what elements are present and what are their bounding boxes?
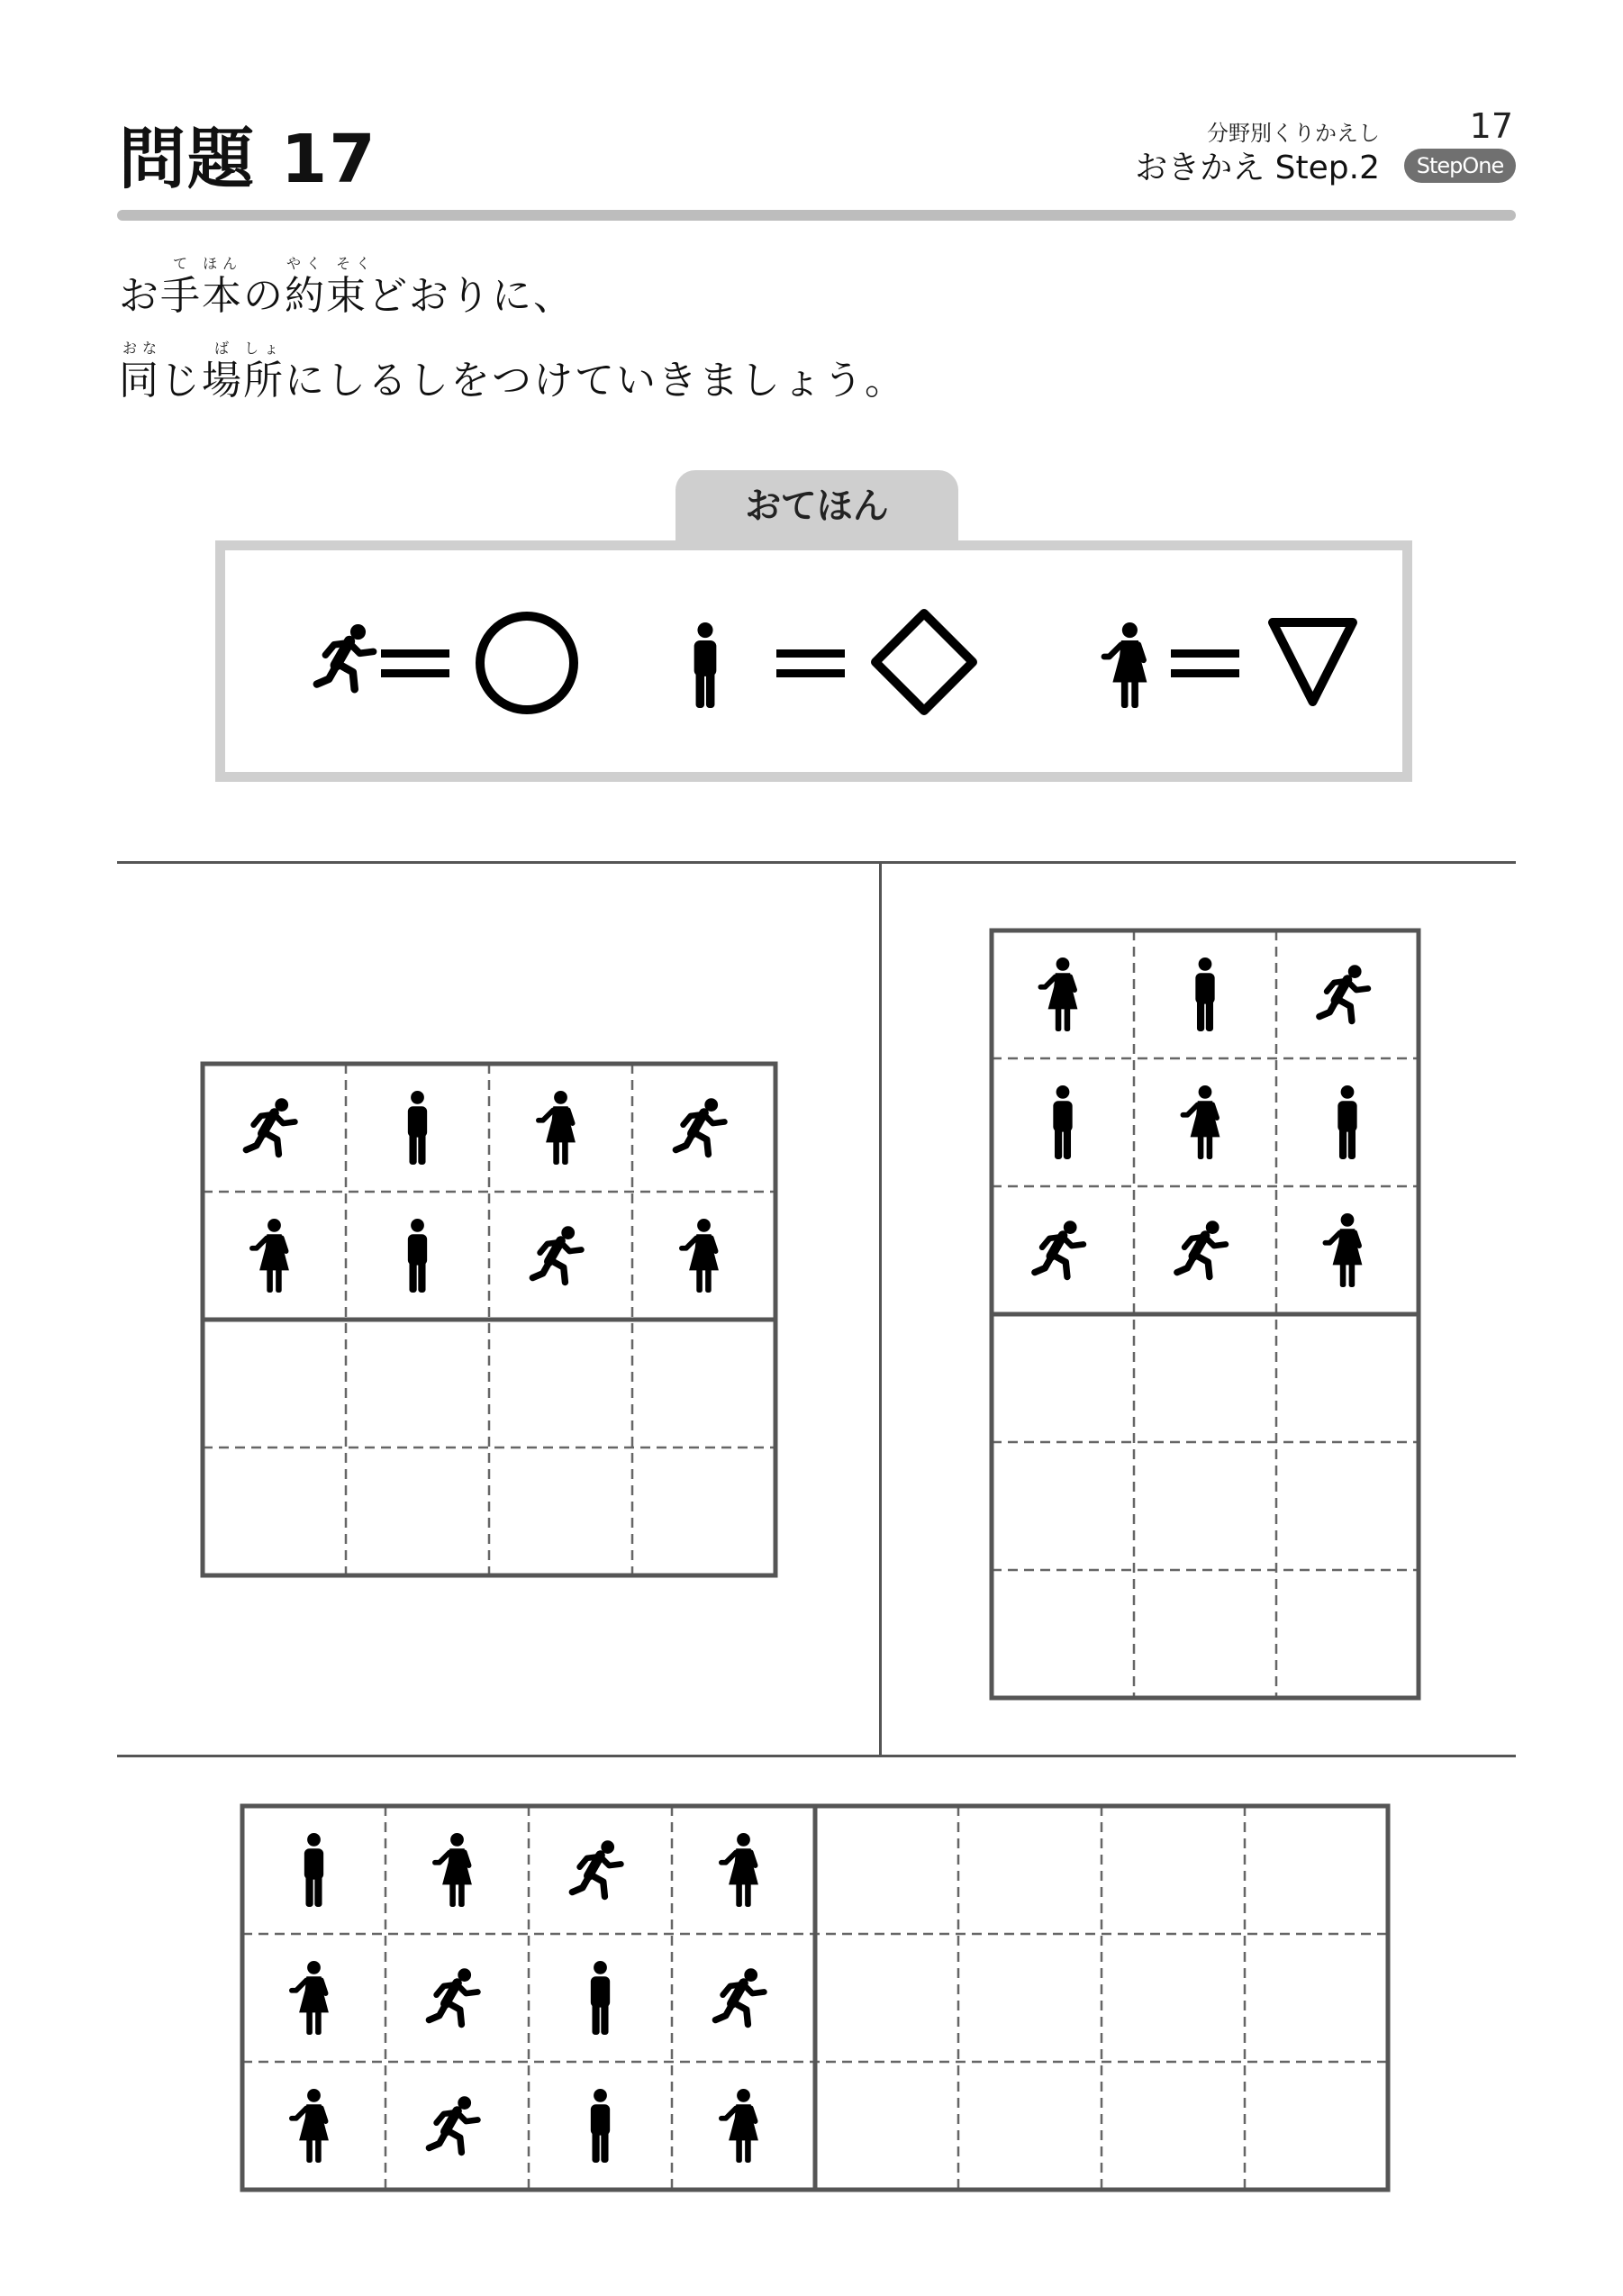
woman-icon [682,1219,719,1293]
answer-cell[interactable] [206,1451,342,1572]
answer-cell[interactable] [1280,1318,1415,1438]
section-divider-bottom [117,1755,1516,1757]
answer-cell[interactable] [1105,1938,1241,2058]
circle-symbol [480,616,574,710]
answer-cell[interactable] [636,1451,772,1572]
puzzle-bottom [240,1803,1393,2192]
answer-cell[interactable] [1280,1446,1415,1566]
answer-cell[interactable] [1280,1574,1415,1694]
man-icon [408,1091,427,1165]
runner-icon [429,2096,477,2152]
man-icon [591,1961,610,2035]
page-number: 17 [1469,106,1513,146]
section-divider-vertical [879,863,882,1756]
series-label: 分野別くりかえし [1207,121,1380,146]
equals-sign [381,649,449,677]
answer-cell[interactable] [1105,2065,1241,2186]
equals-sign [1171,649,1239,677]
answer-cell[interactable] [206,1323,342,1444]
answer-cell[interactable] [819,2065,955,2186]
answer-cell[interactable] [1138,1446,1273,1566]
woman-icon [1040,957,1077,1031]
answer-cell[interactable] [493,1451,629,1572]
woman-icon [721,1833,758,1907]
woman-icon [292,1961,329,2035]
answer-cell[interactable] [1248,1938,1384,2058]
answer-cell[interactable] [1138,1318,1273,1438]
answer-cell[interactable] [995,1318,1130,1438]
runner-icon [246,1098,295,1154]
answer-cell[interactable] [819,1938,955,2058]
furigana-basho: ば しょ [214,340,285,357]
model-tab-label: おてほん [675,470,958,542]
diamond-symbol [875,613,973,711]
answer-cell[interactable] [1248,1810,1384,1930]
runner-icon [317,624,374,689]
answer-cell[interactable] [1105,1810,1241,1930]
answer-cell[interactable] [995,1446,1130,1566]
puzzle-right [989,928,1421,1702]
page-title: 問題 17 [119,121,377,198]
worksheet-subtitle: おきかえ Step.2 [1135,150,1380,186]
woman-icon [721,2089,758,2163]
model-rules-graphic [225,550,1402,772]
answer-cell[interactable] [349,1451,485,1572]
section-divider-top [117,861,1516,864]
woman-icon [539,1091,576,1165]
runner-icon [1319,965,1368,1021]
woman-icon [252,1219,289,1293]
runner-icon [429,1968,477,2024]
man-icon [1337,1085,1356,1159]
runner-icon [532,1226,581,1282]
answer-cell[interactable] [636,1323,772,1444]
runner-icon [715,1968,764,2024]
woman-icon [1325,1213,1362,1287]
furigana-onaji: おな [122,340,163,357]
furigana-yakusoku: やく そく [286,255,376,272]
answer-cell[interactable] [962,2065,1098,2186]
stepone-logo-badge: StepOne [1404,149,1516,183]
runner-icon [1035,1221,1084,1276]
runner-icon [1177,1221,1226,1276]
woman-icon [435,1833,472,1907]
man-icon [591,2089,610,2163]
man-icon [408,1219,427,1293]
woman-icon [1104,622,1147,708]
woman-icon [1183,1085,1220,1159]
furigana-tehon: て ほん [173,255,243,272]
man-icon [304,1833,323,1907]
triangle-down-symbol [1273,622,1353,702]
instruction-line-1: お手本の約束どおりに、 [119,273,575,319]
equals-sign [776,649,845,677]
puzzle-left [200,1061,778,1578]
answer-cell[interactable] [995,1574,1130,1694]
answer-cell[interactable] [1138,1574,1273,1694]
man-icon [1195,957,1214,1031]
man-icon [694,622,717,708]
runner-icon [675,1098,724,1154]
answer-cell[interactable] [819,1810,955,1930]
runner-icon [572,1840,621,1896]
answer-cell[interactable] [1248,2065,1384,2186]
answer-cell[interactable] [962,1938,1098,2058]
model-rules-box [215,540,1412,782]
header-divider [117,210,1516,221]
woman-icon [292,2089,329,2163]
answer-cell[interactable] [493,1323,629,1444]
instruction-line-2: 同じ場所にしるしをつけていきましょう。 [119,358,906,404]
answer-cell[interactable] [349,1323,485,1444]
man-icon [1053,1085,1072,1159]
answer-cell[interactable] [962,1810,1098,1930]
